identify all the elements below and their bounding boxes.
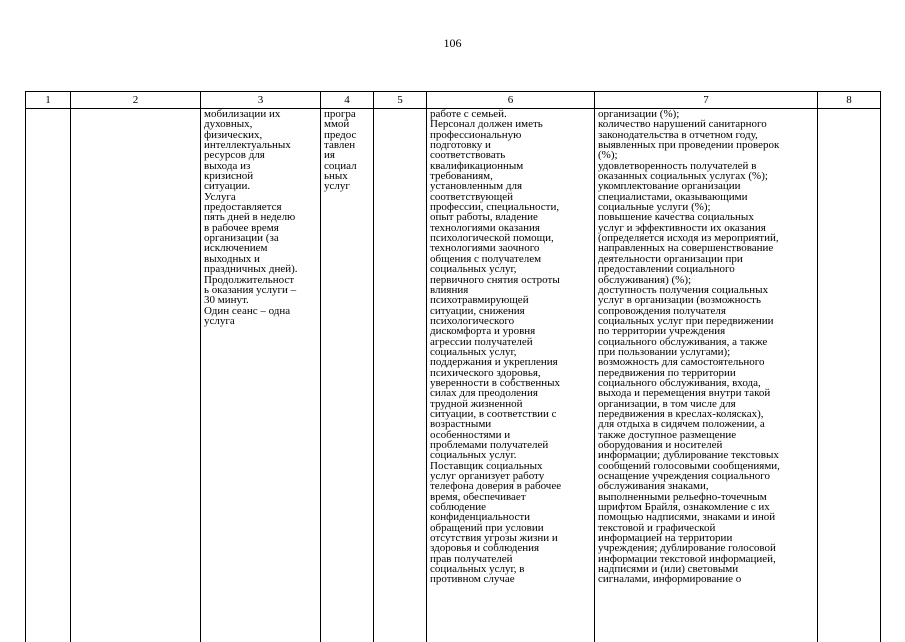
table-row: [26, 109, 881, 642]
table-cell-col4: [321, 109, 374, 642]
table-cell-col2: [71, 109, 201, 642]
table-cell-col3: [201, 109, 321, 642]
column-header-2: 2: [71, 92, 201, 109]
column-header-5: 5: [374, 92, 427, 109]
quality-indicators-text: организации (%); количество нарушений санитарного законодательства в отчетном году, выявленных при проведении проверок (%); удовлетворенность получателей в оказанных социальных услугах (%); укомплектование организации специалистами, оказывающими социальные услуги (%); повышение качества социальных услуг и эффективности их оказания (определяется исходя из мероприятий, направленных на совершенствование деятельности организации при предоставлении социального обслуживания) (%); доступность получения социальных услуг в организации (возможность сопровождения получателя социальных услуг при передвижении по территории учреждения социального обслуживания, а также при пользовании услугами); возможность для самостоятельного передвижения по территории социального обслуживания, входа, выхода и перемещения внутри такой организации, в том числе для передвижения в креслах-колясках), для отдыха в сидячем положении, а также доступное размещение оборудования и носителей информации; дублирование текстовых сообщений голосовыми сообщениями, оснащение учреждения социального обслуживания знаками, выполненными рельефно-точечным шрифтом Брайля, ознакомление с их помощью надписями, знаками и иной текстовой и графической информацией на территории учреждения; дублирование голосовой информации текстовой информацией, надписями и (или) световыми сигналами, информирование о: [598, 108, 780, 586]
column-header-3: 3: [201, 92, 321, 109]
column-header-8: 8: [818, 92, 881, 109]
column-header-4: 4: [321, 92, 374, 109]
column-header-6: 6: [427, 92, 595, 109]
program-text: програ ммой предос тавлен ия социал ьных услуг: [324, 108, 357, 193]
column-number-row: [26, 92, 881, 109]
column-header-1: 1: [26, 92, 71, 109]
service-conditions-text: мобилизации их духовных, физических, интеллектуальных ресурсов для выхода из кризисной ситуации. Услуга предоставляется пять дней в неделю в рабочее время организации (за исключением выходных и праздничных дней). Продолжительност ь оказания услуги – 30 минут. Один сеанс – одна услуга: [204, 108, 298, 327]
staff-requirements-text: работе с семьей. Персонал должен иметь профессиональную подготовку и соответствовать квалификационным требованиям, установленным для соответствующей профессии, специальности, опыт работы, владение технологиями оказания психологической помощи, технологиями заочного общения с получателем социальных услуг, первичного снятия остроты влияния психотравмирующей ситуации, снижения психологического дискомфорта и уровня агрессии получателей социальных услуг, поддержания и укрепления психического здоровья, уверенности в собственных силах для преодоления трудной жизненной ситуации, в соответствии с возрастными особенностями и проблемами получателей социальных услуг. Поставщик социальных услуг организует работу телефона доверия в рабочее время, обеспечивает соблюдение конфиденциальности обращений при условии отсутствия угрозы жизни и здоровья и соблюдения прав получателей социальных услуг, в противном случае: [430, 108, 562, 586]
table-cell-col7: [595, 109, 818, 642]
table-cell-col5: [374, 109, 427, 642]
table-cell-col1: [26, 109, 71, 642]
table-cell-col6: [427, 109, 595, 642]
column-header-7: 7: [595, 92, 818, 109]
services-table: [25, 91, 881, 642]
page-number: 106: [443, 36, 462, 50]
table-cell-col8: [818, 109, 881, 642]
